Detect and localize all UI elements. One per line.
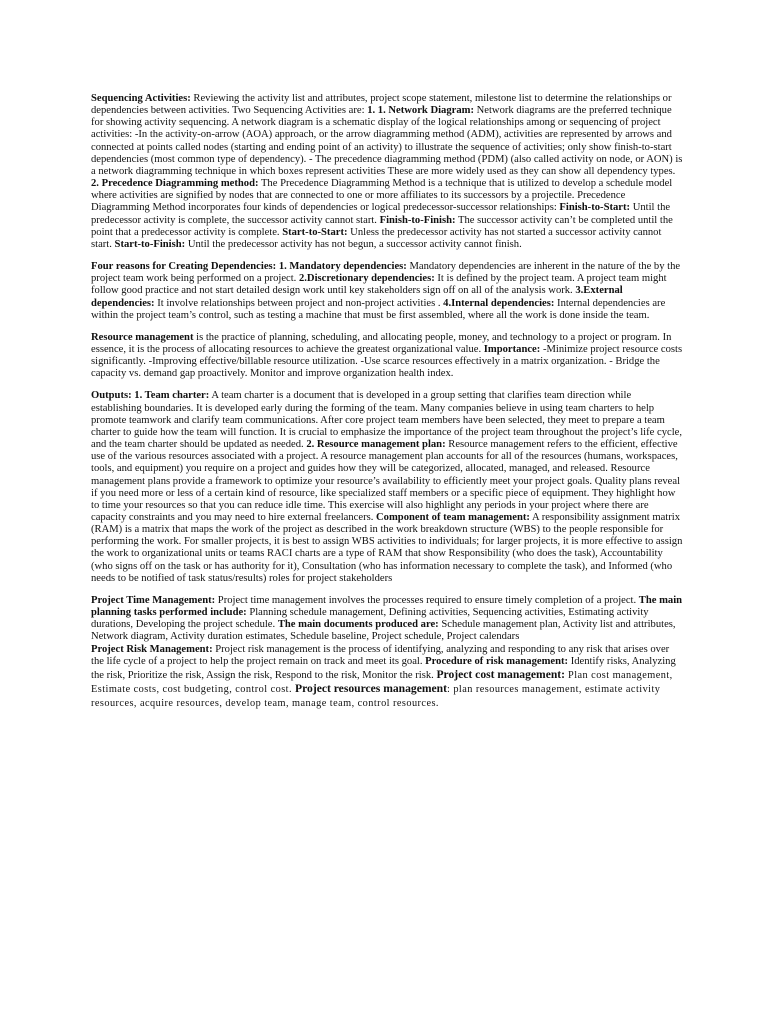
bold-term: Start-to-Start:	[282, 226, 348, 238]
bold-term: Importance:	[483, 343, 541, 355]
body-text: Project risk management is the process of identifying, analyzing and responding to any risk that arises over the life cycle of a project to help the project remain on track and meet its goal.	[91, 643, 670, 668]
body-text: Until the predecessor activity has not begun, a successor activity cannot finish.	[185, 238, 522, 250]
body-text: It is defined by the project team. A project team might follow good practice and not start detailed design work until key stakeholders sign off on all of the analysis work.	[91, 273, 667, 297]
body-text: Unless the predecessor activity has not started a successor activity cannot start.	[91, 226, 662, 250]
bold-term: Sequencing Activities:	[91, 93, 191, 104]
body-text: The successor activity can’t be completed until the point that a predecessor activity is complete.	[91, 214, 673, 238]
body-text: : plan resources management, estimate activity resources, acquire resources, develop team, manage team, control resources.	[91, 684, 661, 710]
bold-term: Component of team management:	[376, 512, 530, 523]
body-text: Planning schedule management, Defining activities, Sequencing activities, Estimating activity durations, Developing the project schedule.	[91, 607, 649, 631]
bold-term: 2. Precedence Diagramming method:	[91, 178, 259, 190]
body-text: Project time management involves the processes required to ensure timely completion of a project.	[215, 594, 639, 606]
body-text: Identify risks, Analyzing the risk, Prioritize the risk, Assign the risk, Respond to the risk, Monitor the risk.	[91, 656, 676, 682]
bold-term: Four reasons for Creating Dependencies: 1. Mandatory dependencies:	[91, 261, 407, 273]
body-text: Resource management refers to the efficient, effective use of the various resources associated with a project. A resource management plan accounts for all of the resources (humans, workspaces, tools, and equipment) you require on a project and guides how they will be categorized, allocated, managed, and released. Resource management plans provide a framework to optimize your resource’s availability to efficiently meet your project goals. Quality plans reveal if you need more or less of a certain kind of resource, like specialized staff members or a specific piece of equipment. They highlight how to time your resources so that you can reduce idle time. This exercise will also highlight any periods in your project where there are capacity constraints and you may need to hire external freelancers.	[91, 439, 681, 523]
bold-term: The main documents produced are:	[277, 619, 439, 631]
bold-term: Start-to-Finish:	[114, 238, 186, 250]
bold-term: Resource management	[91, 331, 194, 343]
bold-term: 1. 1. Network Diagram:	[367, 105, 474, 117]
bold-term: Project resources management	[295, 682, 447, 696]
body-text: It involve relationships between project and non-project activities .	[154, 297, 444, 309]
body-text: Network diagrams are the preferred technique for showing activity sequencing. A network diagram is a schematic display of the logical relationships among or sequencing of project activities: -In the activity-on-arrow (AOA) approach, or the arrow diagramming method (ADM), activities are represented by arrows and connected at points called nodes (starting and ending point of an activity) to illustrate the sequence of activities; only show finish-to-start dependencies (most common type of dependency). - The precedence diagramming method (PDM) (also called activity on node, or AON) is a network diagramming technique in which boxes represent activities These are more widely used as they can show all dependency types.	[91, 105, 683, 177]
paragraph-dependencies	[91, 261, 683, 322]
bold-term: Finish-to-Start:	[559, 202, 631, 214]
bold-term: The main planning tasks performed include:	[91, 594, 683, 619]
paragraph-risk	[91, 644, 683, 712]
paragraph-time	[91, 595, 683, 644]
bold-term: 3.External dependencies:	[91, 285, 623, 309]
body-text: Reviewing the activity list and attributes, project scope statement, milestone list to determine the relationships or dependencies between activities. Two Sequencing Activities are:	[91, 93, 672, 117]
body-text: The Precedence Diagramming Method is a technique that is utilized to develop a schedule model where activities are signified by nodes that are connected to one or more affiliates to its successors by a projectile. Precedence Diagramming Method incorporates four kinds of dependencies or logical predecessor-successor relationships:	[91, 178, 673, 214]
body-text: -Minimize project resource costs significantly. -Improving effective/billable resource utilization. -Use scarce resources effectively in a matrix organization. - Bridge the capacity vs. demand gap proactively. Monitor and improve organization health index.	[91, 343, 683, 380]
bold-term: 2.Discretionary dependencies:	[298, 273, 435, 285]
body-text: Internal dependencies are within the project team’s control, such as testing a machine that must be first assembled, where all the work is done inside the team.	[91, 297, 666, 321]
bold-term: Project Risk Management:	[91, 643, 213, 655]
paragraph-sequencing	[91, 93, 683, 251]
bold-term: Outputs: 1. Team charter:	[91, 390, 210, 402]
body-text: A team charter is a document that is developed in a group setting that clarifies team direction while establishing boundaries. It is developed early during the forming of the team. Many companies believe in using team charters to help promote teamwork and clarify team communications. After core project team members have been selected, they meet to prepare a team charter to guide how the team will function. It is crucial to emphasize the importance of the project team throughout the project’s life cycle, and the team charter should be updated as needed.	[91, 390, 682, 451]
body-text: is the practice of planning, scheduling, and allocating people, money, and technology to a project or program. In essence, it is the process of allocating resources to achieve the greatest organizational value.	[91, 331, 672, 355]
body-text: A responsibility assignment matrix (RAM) is a matrix that maps the work of the project as described in the work breakdown structure (WBS) to the people responsible for performing the work. For smaller projects, it is best to assign WBS activities to individuals; for larger projects, it is more effective to assign the work to organizational units or teams RACI charts are a type of RAM that show Responsibility (who does the task), Accountability (who signs off on the task or has authority for it), Consultation (who has information necessary to complete the task), and Informed (who needs to be notified of task status/results) roles for project stakeholders	[91, 512, 683, 584]
paragraph-resource	[91, 332, 683, 381]
body-text: Plan cost management, Estimate costs, cost budgeting, control cost.	[91, 670, 673, 696]
body-text: Schedule management plan, Activity list and attributes, Network diagram, Activity duration estimates, Schedule baseline, Project schedule, Project calendars	[91, 619, 676, 643]
bold-term: Project Time Management:	[91, 594, 216, 606]
bold-term: Project cost management:	[436, 668, 566, 682]
body-text: Until the predecessor activity is complete, the successor activity cannot start.	[91, 202, 671, 226]
paragraph-outputs	[91, 390, 683, 585]
bold-term: 2. Resource management plan:	[306, 439, 446, 451]
bold-term: 4.Internal dependencies:	[443, 297, 555, 309]
body-text: Mandatory dependencies are inherent in the nature of the by the project team work being performed on a project.	[91, 261, 681, 285]
bold-term: Finish-to-Finish:	[379, 214, 456, 226]
document-body	[91, 93, 683, 711]
bold-term: Procedure of risk management:	[425, 656, 569, 668]
